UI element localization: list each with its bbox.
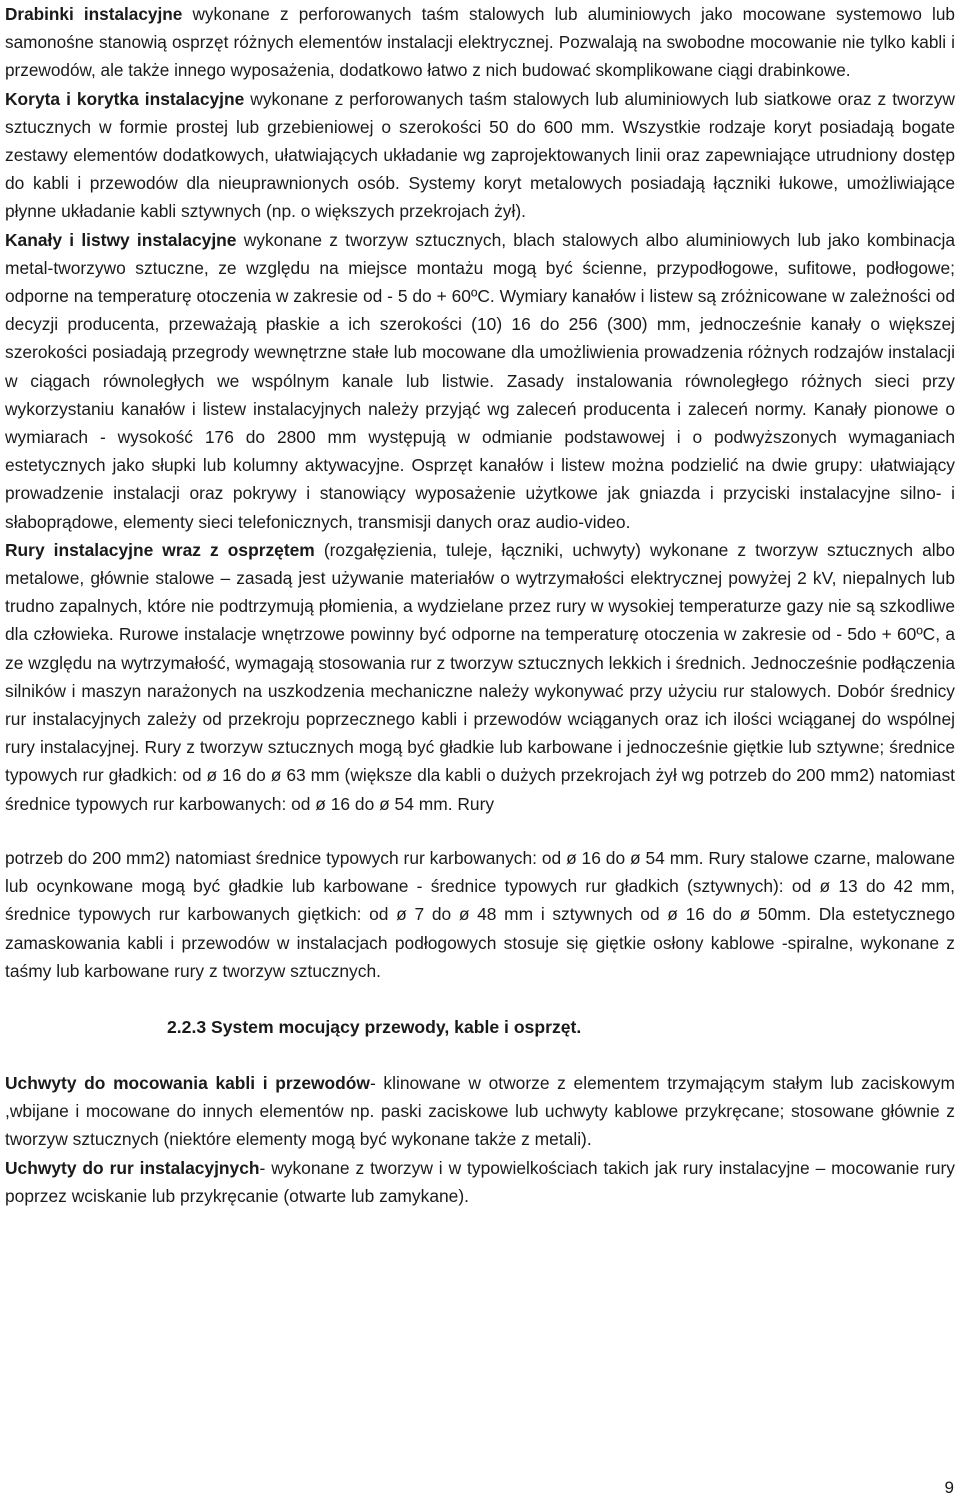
paragraph-lead: Uchwyty do rur instalacyjnych bbox=[5, 1157, 260, 1178]
paragraph-uchwyty-kabli bbox=[5, 1069, 955, 1154]
paragraph-text: wykonane z perforowanych taśm stalowych lub aluminiowych jako mocowane systemowo lub samonośne stanowią osprzęt różnych elementów instalacji elektrycznej. Pozwalają na swobodne mocowanie nie tylko kabli i przewodów, ale także innego wyposażenia, dodatkowo łatwo z nich budować skomplikowane ciągi drabinkowe. bbox=[5, 4, 955, 81]
paragraph-text: (rozgałęzienia, tuleje, łączniki, uchwyty) wykonane z tworzyw sztucznych albo metalowe, głównie stalowe – zasadą jest używanie materiałów o wytrzymałości elektrycznej powyżej 2 kV, niepalnych lub trudno zapalnych, które nie podtrzymują płomienia, a wydzielane przez rury w wysokiej temperaturze gazy nie są szkodliwe dla człowieka. Rurowe instalacje wnętrzowe powinny być odporne na temperaturę otoczenia w zakresie od - 5do + 60ºC, a ze względu na wytrzymałość, wymagają stosowania rur z tworzyw sztucznych lekkich i średnich. Jednocześnie podłączenia silników i maszyn narażonych na uszkodzenia mechaniczne należy wykonywać przy użyciu rur stalowych. Dobór średnicy rur instalacyjnych zależy od przekroju poprzecznego kabli i przewodów wciąganych oraz ich ilości wciąganej do wspólnej rury instalacyjnej. Rury z tworzyw sztucznych mogą być gładkie lub karbowane i jednocześnie giętkie lub sztywne; średnice typowych rur gładkich: od ø 16 do ø 63 mm (większe dla kabli o dużych przekrojach żył wg potrzeb do 200 mm2) natomiast średnice typowych rur karbowanych: od ø 16 do ø 54 mm. Rury bbox=[5, 539, 955, 814]
paragraph-uchwyty-rur bbox=[5, 1154, 955, 1210]
paragraph-text: - klinowane w otworze z elementem trzymającym stałym lub zaciskowym ,wbijane i mocowane do innych elementów np. paski zaciskowe lub uchwyty kablowe przykręcane; stosowane głównie z tworzyw sztucznych (niektóre elementy mogą być wykonane także z metali). bbox=[5, 1072, 955, 1150]
paragraph-kanaly bbox=[5, 226, 955, 536]
paragraph-rury-continued bbox=[5, 844, 955, 985]
paragraph-text: wykonane z tworzyw sztucznych, blach stalowych albo aluminiowych lub jako kombinacja metal-tworzywo sztuczne, ze względu na miejsce montażu mogą być ścienne, przypodłogowe, sufitowe, podłogowe; odporne na temperaturę otoczenia w zakresie od - 5 do + 60ºC. Wymiary kanałów i listew są zróżnicowane w zależności od decyzji producenta, przeważają płaskie a ich szerokości (10) 16 do 256 (300) mm, jednocześnie kanały o większej szerokości posiadają przegrody wewnętrzne stałe lub mocowane dla umożliwienia prowadzenia różnych rodzajów instalacji w ciągach równoległych we wspólnym kanale lub listwie. Zasady instalowania równoległego różnych sieci przy wykorzystaniu kanałów i listew instalacyjnych należy przyjąć wg zaleceń producenta i zaleceń normy. Kanały pionowe o wymiarach - wysokość 176 do 2800 mm występują w odmianie podstawowej i o podwyższonych wymaganiach estetycznych jako słupki lub kolumny aktywacyjne. Osprzęt kanałów i listew można podzielić na dwie grupy: ułatwiający prowadzenie instalacji oraz pokrywy i stanowiący wyposażenie użytkowe jak gniazda i przyciski instalacyjne silno- i słaboprądowe, elementy sieci telefonicznych, transmisji danych oraz audio-video. bbox=[5, 229, 956, 532]
spacer bbox=[5, 1041, 955, 1069]
section-heading: 2.2.3 System mocujący przewody, kable i osprzęt. bbox=[167, 1016, 582, 1037]
paragraph-lead: Kanały i listwy instalacyjne bbox=[5, 229, 237, 250]
paragraph-text: potrzeb do 200 mm2) natomiast średnice typowych rur karbowanych: od ø 16 do ø 54 mm. Rury stalowe czarne, malowane lub ocynkowane mogą być gładkie lub karbowane - średnice typowych rur gładkich (sztywnych): od ø 13 do 42 mm, średnice typowych rur karbowanych giętkich: od ø 7 do ø 48 mm i sztywnych od ø 16 do ø 50mm. Dla estetycznego zamaskowania kabli i przewodów w instalacjach podłogowych stosuje się giętkie osłony kablowe -spiralne, wykonane z taśmy lub karbowane rury z tworzyw sztucznych. bbox=[5, 847, 955, 981]
paragraph-drabinki bbox=[5, 0, 955, 85]
paragraph-text: - wykonane z tworzyw i w typowielkościach takich jak rury instalacyjne – mocowanie rury poprzez wciskanie lub przykręcanie (otwarte lub zamykane). bbox=[5, 1157, 955, 1206]
paragraph-lead: Uchwyty do mocowania kabli i przewodów bbox=[5, 1072, 370, 1093]
paragraph-rury bbox=[5, 536, 955, 818]
spacer bbox=[5, 985, 955, 1013]
paragraph-text: wykonane z perforowanych taśm stalowych lub aluminiowych lub siatkowe oraz z tworzyw sztucznych w formie prostej lub grzebieniowej o szerokości 50 do 600 mm. Wszystkie rodzaje koryt posiadają bogate zestawy elementów dodatkowych, ułatwiających układanie wg zaprojektowanych linii oraz zapewniające utrudniony dostęp do kabli i przewodów dla nieuprawnionych osób. Systemy koryt metalowych posiadają łączniki łukowe, umożliwiające płynne układanie kabli sztywnych (np. o większych przekrojach żył). bbox=[5, 88, 955, 222]
paragraph-lead: Drabinki instalacyjne bbox=[5, 4, 183, 24]
page-number: 9 bbox=[944, 1478, 954, 1497]
document-page bbox=[5, 0, 955, 1210]
paragraph-lead: Koryta i korytka instalacyjne bbox=[5, 88, 245, 109]
paragraph-koryta bbox=[5, 85, 955, 226]
paragraph-lead: Rury instalacyjne wraz z osprzętem bbox=[5, 539, 315, 560]
spacer bbox=[5, 818, 955, 844]
